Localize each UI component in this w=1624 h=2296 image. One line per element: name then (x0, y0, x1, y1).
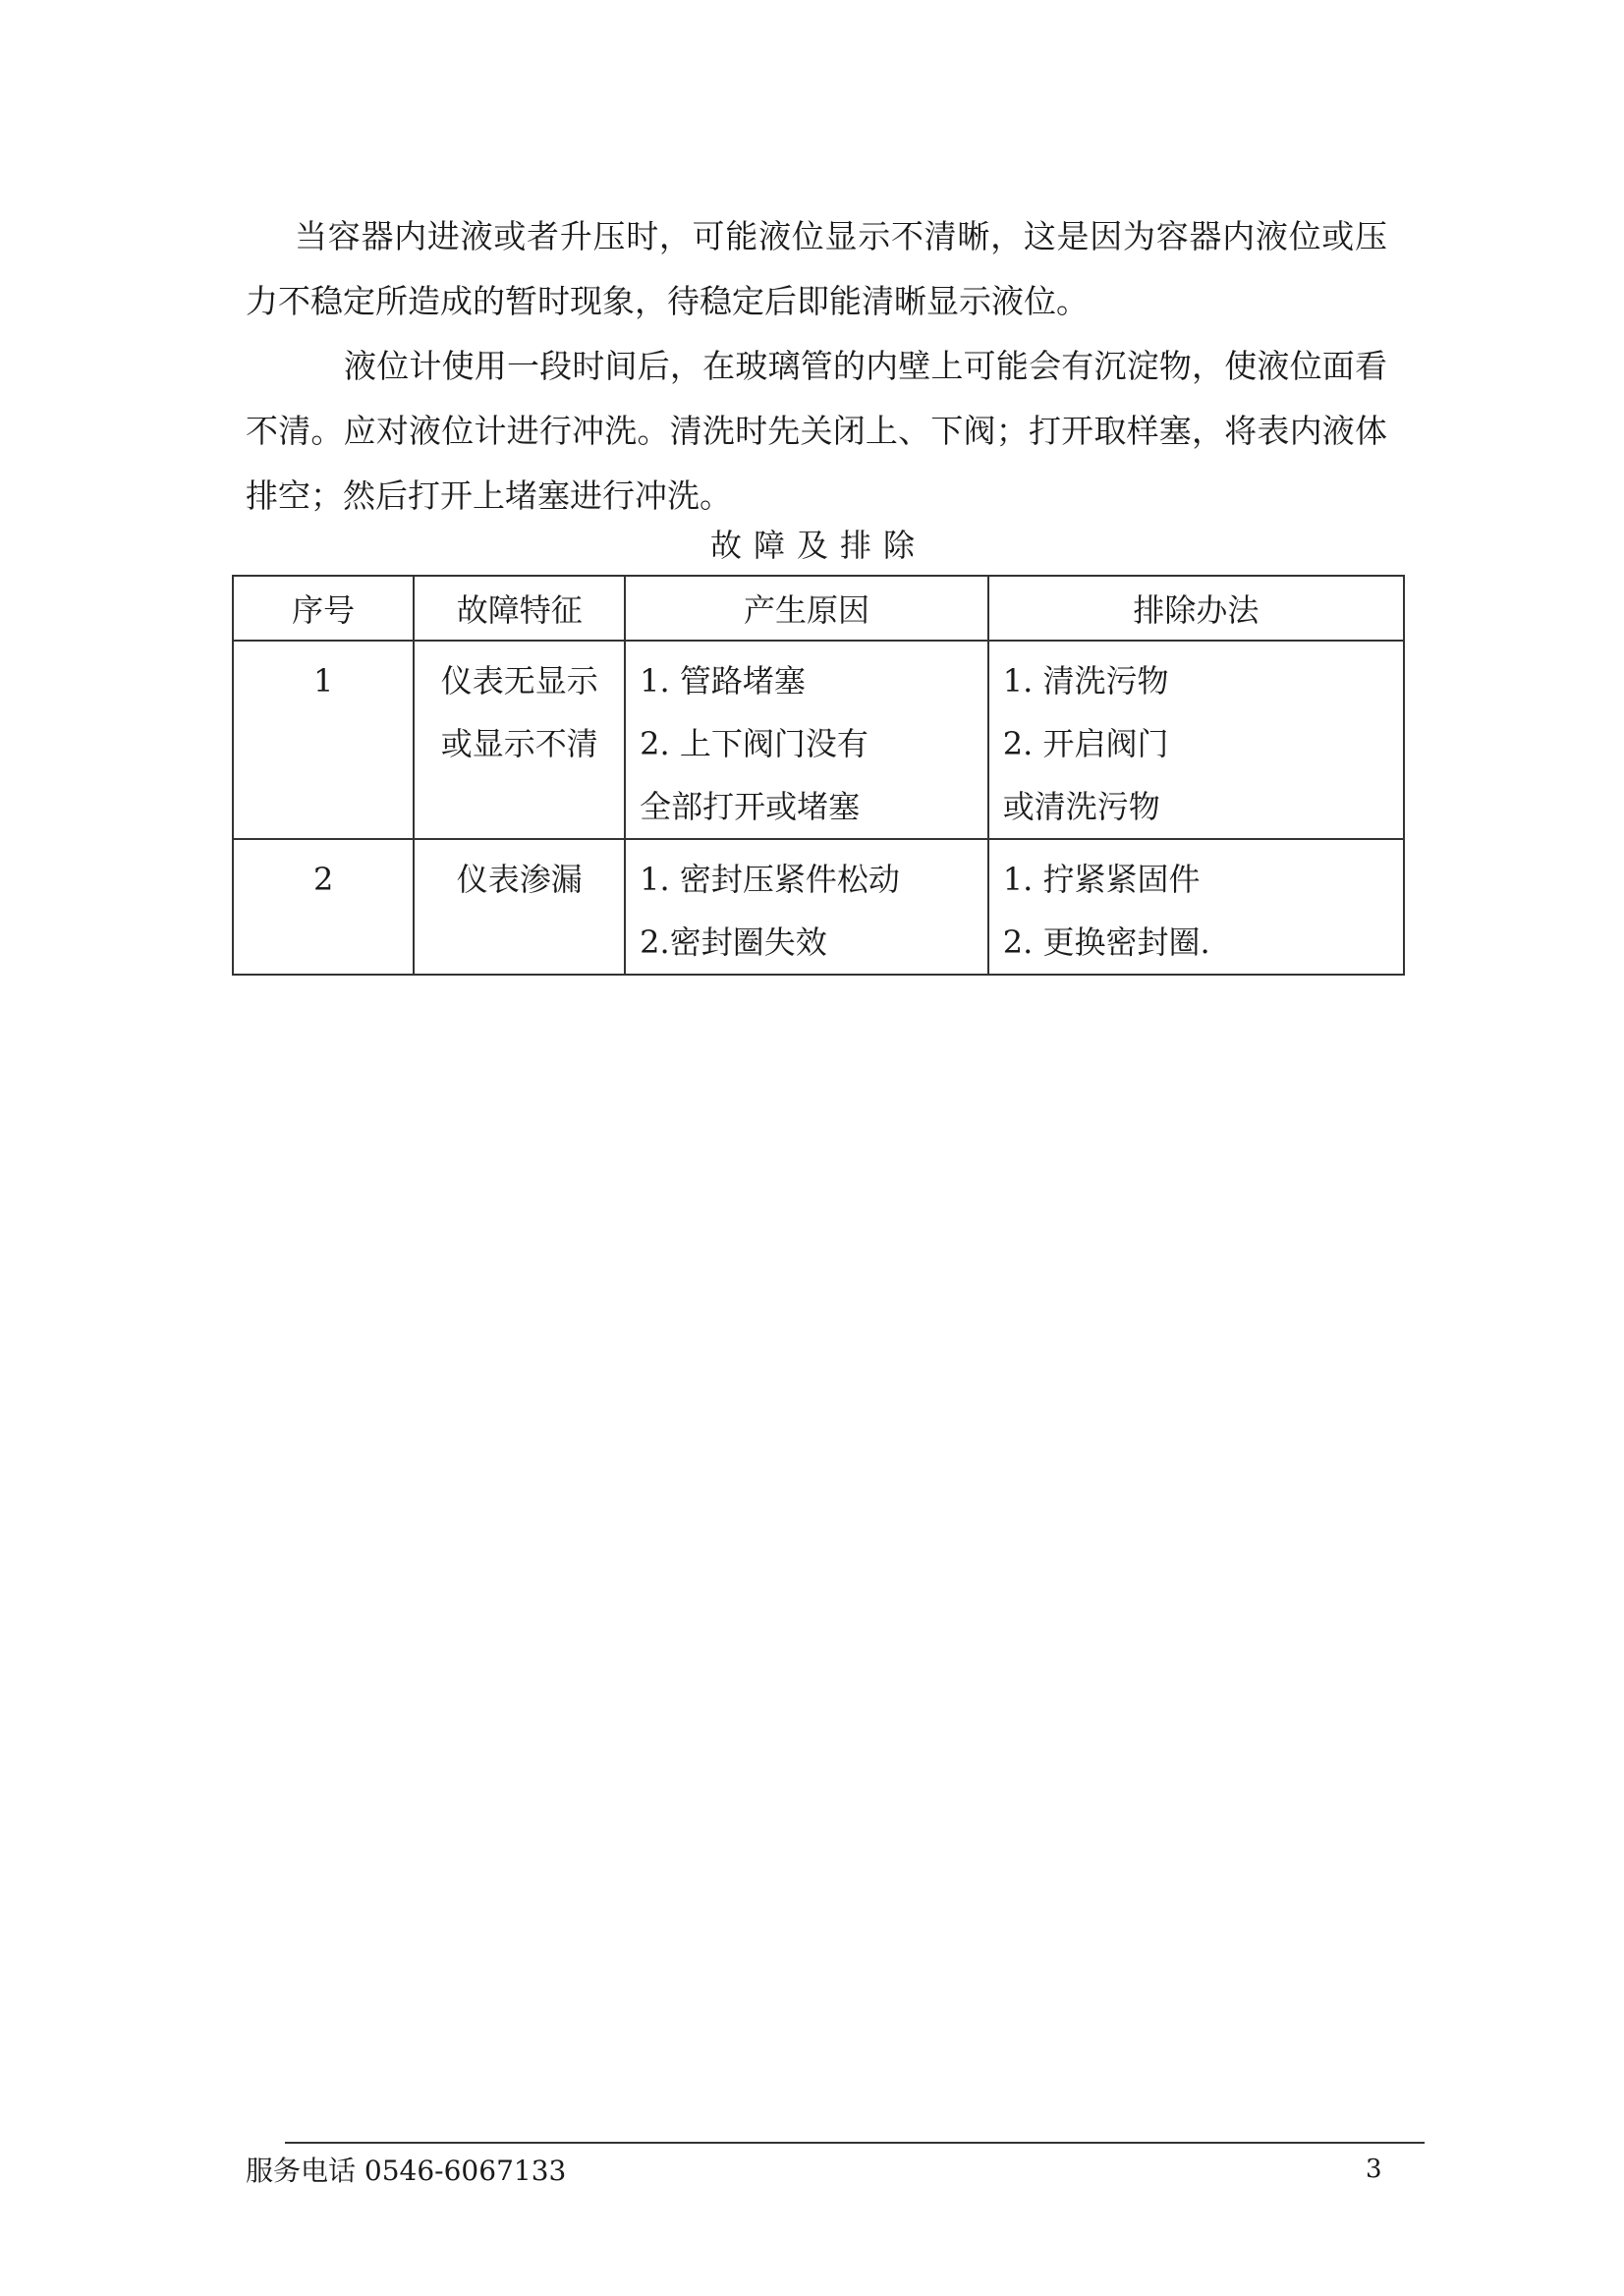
cell-line: 或显示不清 (440, 725, 598, 762)
table-row (233, 641, 1404, 839)
cell-line: 2 (313, 861, 334, 898)
header-feature: 故障特征 (414, 576, 625, 641)
fault-table (232, 575, 1405, 976)
cell-line: 2. 上下阀门没有 (640, 725, 868, 762)
table-caption: 故障及排除 (709, 527, 926, 564)
cell-line: 2. 更换密封圈. (1002, 924, 1210, 961)
paragraph-cleaning: 液位计使用一段时间后，在玻璃管的内壁上可能会有沉淀物，使液位面看不清。应对液位计进行冲洗。清洗时先关闭上、下阀；打开取样塞，将表内液体排空；然后打开上堵塞进行冲洗。 (246, 347, 1387, 515)
cell-line: 1. 密封压紧件松动 (640, 861, 900, 898)
cell-line: 1. 管路堵塞 (640, 662, 806, 700)
footer-service-phone: 服务电话 0546-6067133 (246, 2155, 567, 2187)
cell-line: 仪表无显示 (440, 662, 598, 700)
cell-line: 或清洗污物 (1002, 788, 1160, 825)
cell-line: 全部打开或堵塞 (640, 788, 861, 825)
page-number: 3 (1366, 2155, 1382, 2184)
cell-feature (414, 641, 625, 839)
cell-line: 2. 开启阀门 (1002, 725, 1169, 762)
cell-line: 1 (313, 662, 334, 700)
table-header-row (233, 576, 1404, 641)
cell-line: 1. 清洗污物 (1002, 662, 1169, 700)
table-row (233, 839, 1404, 975)
cell-remedy (988, 641, 1404, 839)
header-remedy: 排除办法 (988, 576, 1404, 641)
header-no: 序号 (233, 576, 414, 641)
cell-line: 2.密封圈失效 (640, 924, 827, 961)
cell-cause (625, 839, 988, 975)
cell-no (233, 839, 414, 975)
cell-remedy (988, 839, 1404, 975)
cell-no (233, 641, 414, 839)
cell-cause (625, 641, 988, 839)
footer-divider (285, 2142, 1425, 2144)
header-cause: 产生原因 (625, 576, 988, 641)
cell-feature (414, 839, 625, 975)
cell-line: 仪表渗漏 (456, 861, 583, 898)
paragraph-level-display: 当容器内进液或者升压时，可能液位显示不清晰，这是因为容器内液位或压力不稳定所造成的暂时现象，待稳定后即能清晰显示液位。 (246, 217, 1387, 320)
cell-line: 1. 拧紧紧固件 (1002, 861, 1201, 898)
